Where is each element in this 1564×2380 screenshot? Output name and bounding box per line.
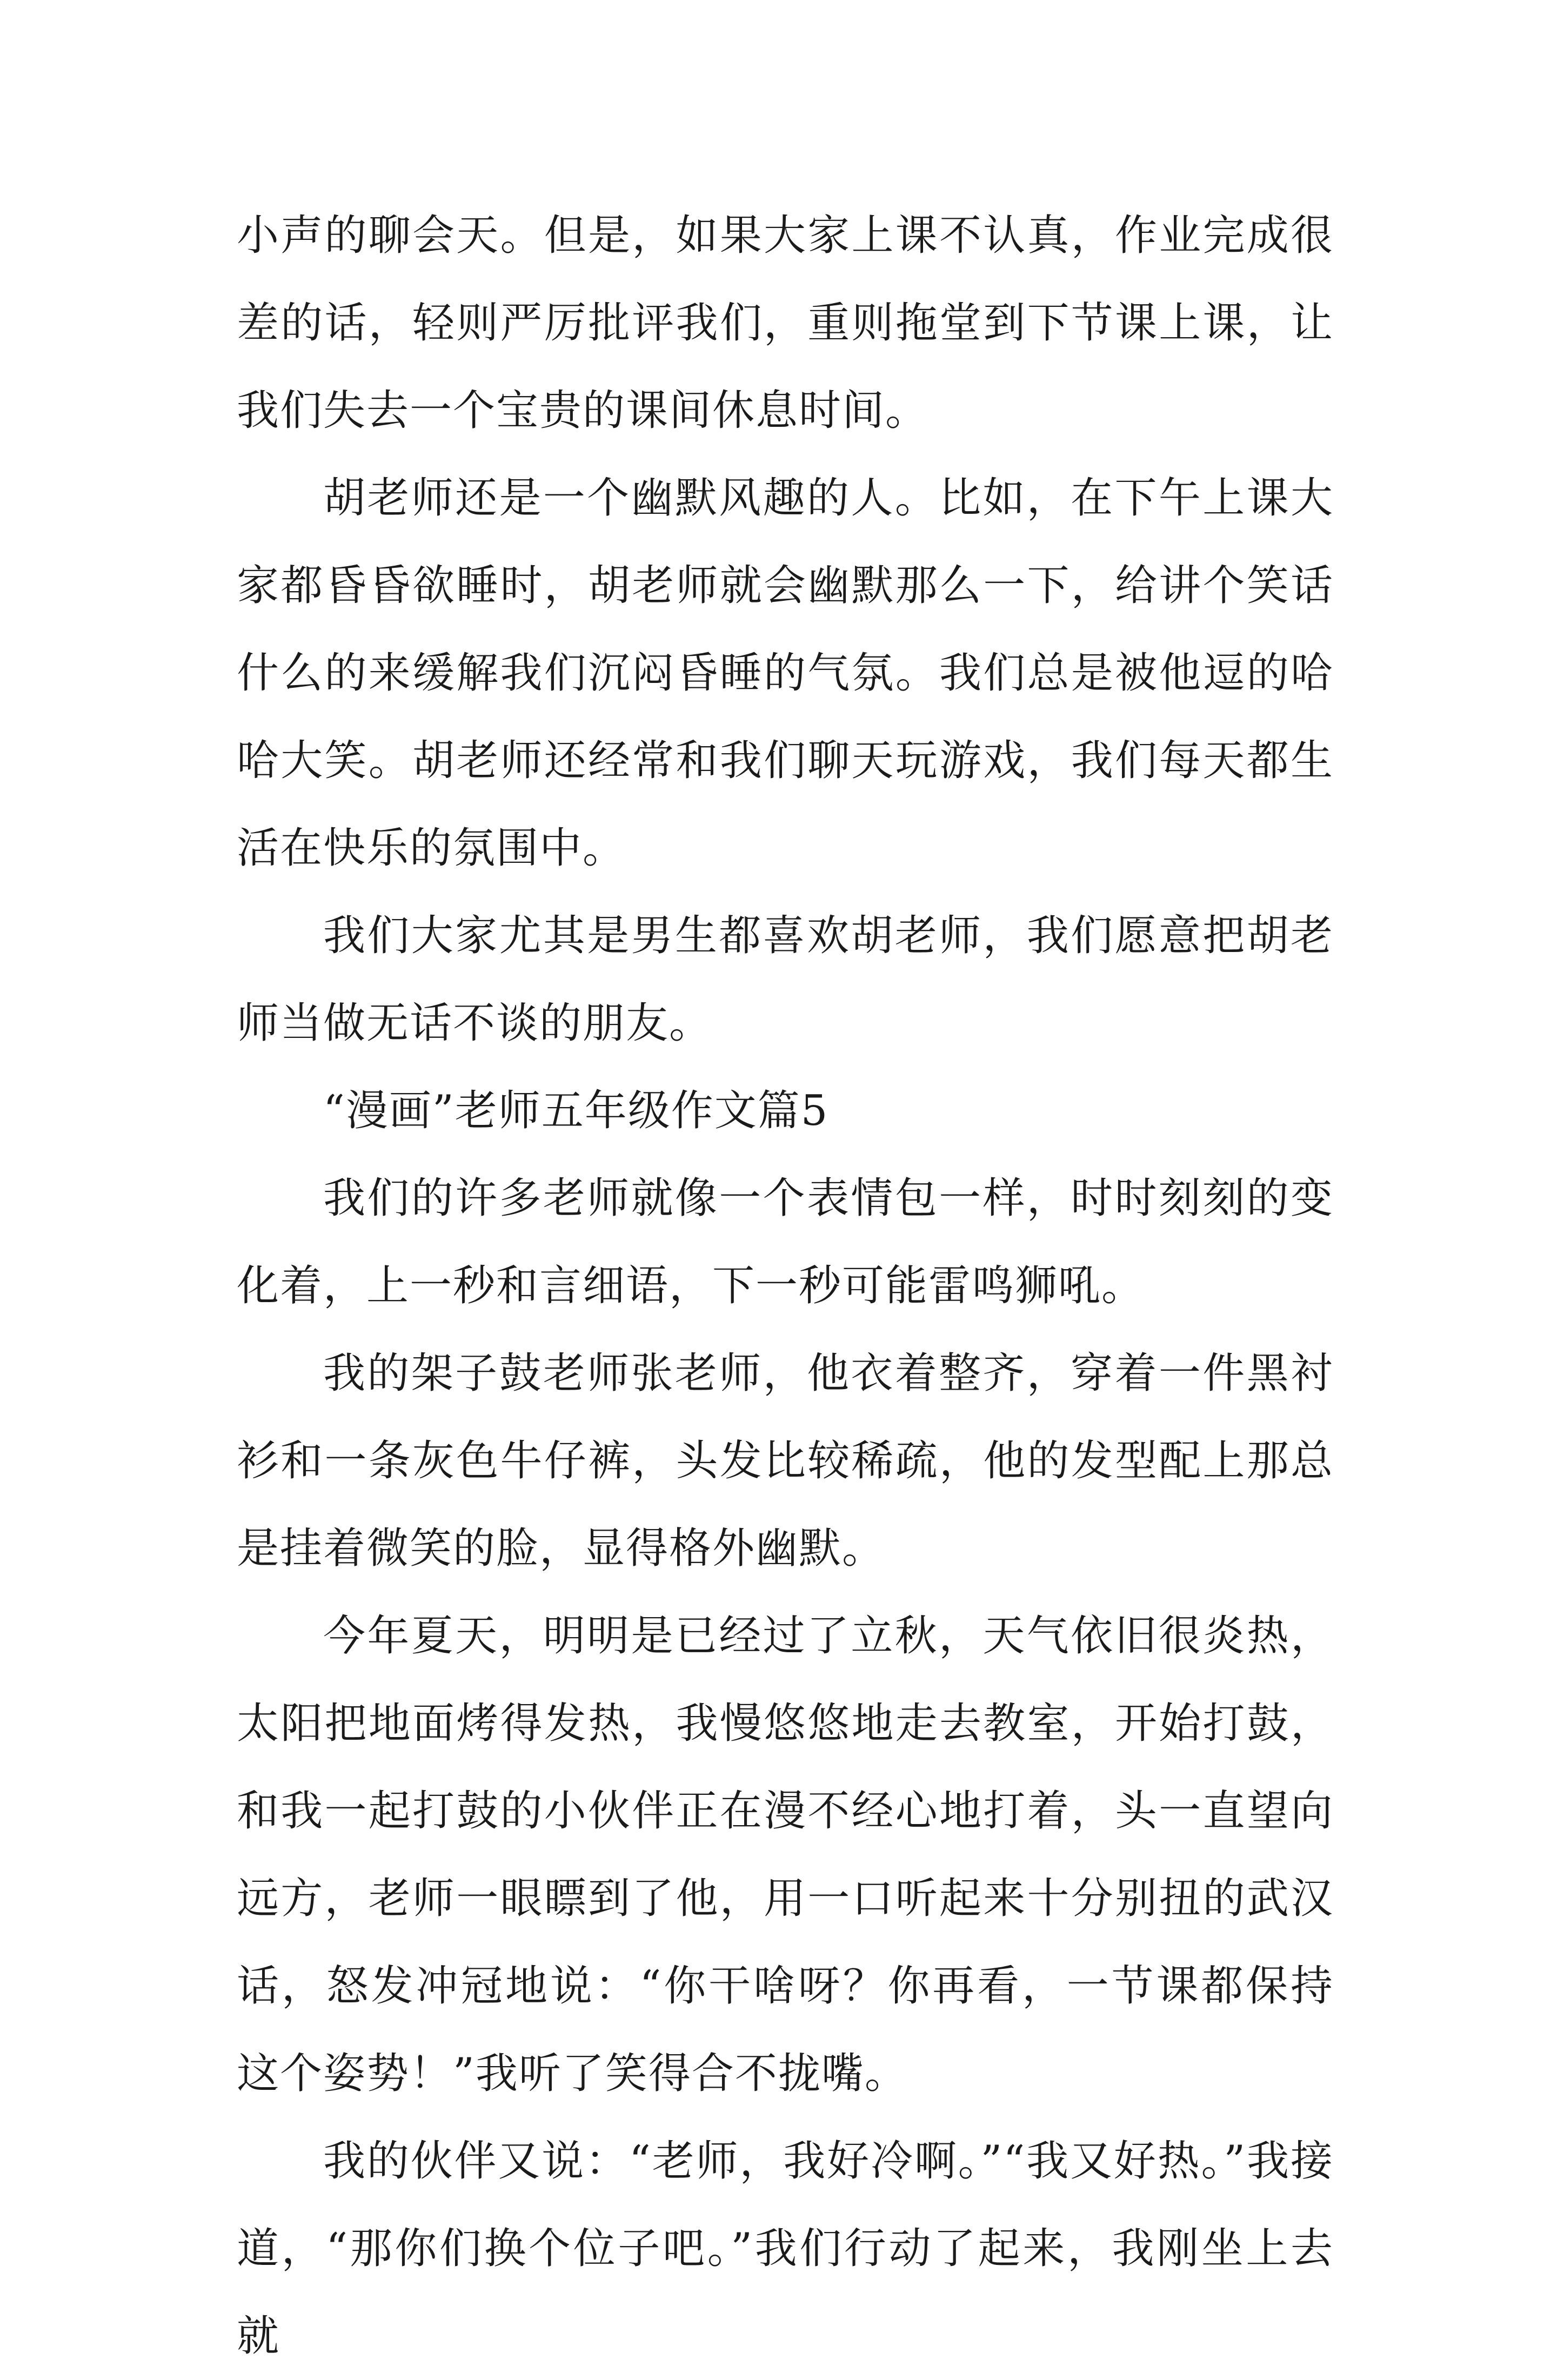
- paragraph: 我的伙伴又说：“老师，我好冷啊。”“我又好热。”我接道，“那你们换个位子吧。”我们行动了起来，我刚坐上去就: [237, 2137, 1334, 2361]
- paragraph: 小声的聊会天。但是，如果大家上课不认真，作业完成很差的话，轻则严厉批评我们，重则拖堂到下节课上课，让我们失去一个宝贵的课间休息时间。: [237, 211, 1334, 435]
- paragraph: 今年夏天，明明是已经过了立秋，天气依旧很炎热，太阳把地面烤得发热，我慢悠悠地走去教室，开始打鼓，和我一起打鼓的小伙伴正在漫不经心地打着，头一直望向远方，老师一眼瞟到了他，用一口听起来十分别扭的武汉话，怒发冲冠地说：“你干啥呀？你再看，一节课都保持这个姿势！”我听了笑得合不拢嘴。: [237, 1612, 1334, 2098]
- paragraph: 我的架子鼓老师张老师，他衣着整齐，穿着一件黑衬衫和一条灰色牛仔裤，头发比较稀疏，他的发型配上那总是挂着微笑的脸，显得格外幽默。: [237, 1349, 1334, 1573]
- paragraph: 胡老师还是一个幽默风趣的人。比如，在下午上课大家都昏昏欲睡时，胡老师就会幽默那么一下，给讲个笑话什么的来缓解我们沉闷昏睡的气氛。我们总是被他逗的哈哈大笑。胡老师还经常和我们聊天玩游戏，我们每天都生活在快乐的氛围中。: [237, 474, 1334, 873]
- document-body: [237, 192, 1334, 2380]
- section-heading: “漫画”老师五年级作文篇5: [323, 1087, 829, 1135]
- paragraph: 我们的许多老师就像一个表情包一样，时时刻刻的变化着，上一秒和言细语，下一秒可能雷鸣狮吼。: [237, 1174, 1334, 1310]
- paragraph: 我们大家尤其是男生都喜欢胡老师，我们愿意把胡老师当做无话不谈的朋友。: [237, 911, 1334, 1048]
